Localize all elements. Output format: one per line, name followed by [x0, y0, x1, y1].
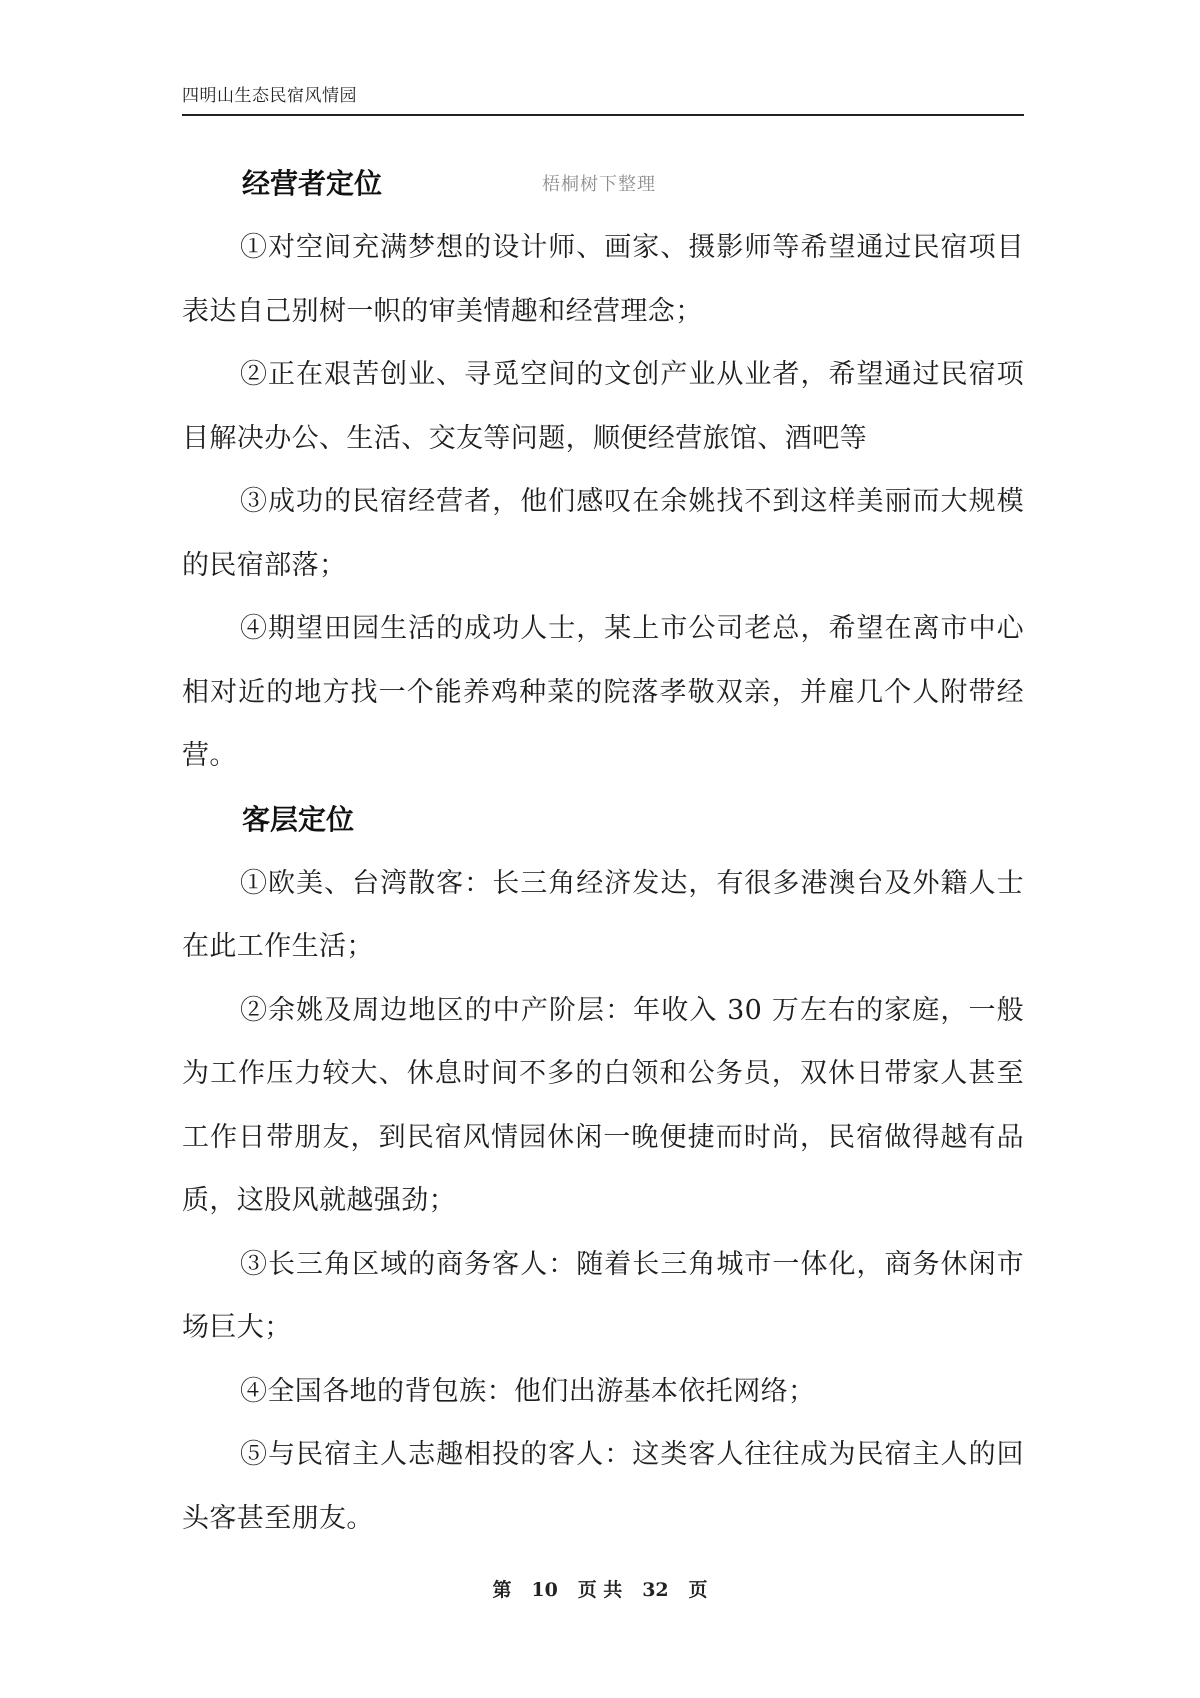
paragraph: ①欧美、台湾散客：长三角经济发达，有很多港澳台及外籍人士在此工作生活；: [182, 867, 1024, 962]
footer-prefix: 第: [492, 1579, 512, 1601]
document-body: [182, 152, 1024, 1550]
header-title: 四明山生态民宿风情园: [182, 86, 357, 106]
section-heading-operator-positioning: [182, 152, 1024, 216]
section-heading-text: 经营者定位: [242, 167, 383, 200]
current-page-number: 10: [531, 1579, 558, 1601]
page-header: [182, 84, 1024, 116]
paragraph: ④期望田园生活的成功人士，某上市公司老总，希望在离市中心相对近的地方找一个能养鸡种菜的院落孝敬双亲，并雇几个人附带经营。: [182, 613, 1024, 771]
paragraph: ④全国各地的背包族：他们出游基本依托网络；: [240, 1375, 816, 1407]
page-footer: [0, 1578, 1200, 1602]
paragraph: ⑤与民宿主人志趣相投的客人：这类客人往往成为民宿主人的回头客甚至朋友。: [182, 1439, 1024, 1534]
paragraph: ①对空间充满梦想的设计师、画家、摄影师等希望通过民宿项目表达自己别树一帜的审美情趣和经营理念；: [182, 232, 1024, 327]
paragraph: ③成功的民宿经营者，他们感叹在余姚找不到这样美丽而大规模的民宿部落；: [182, 486, 1024, 581]
footer-suffix: 页: [688, 1579, 708, 1601]
paragraph: ③长三角区域的商务客人：随着长三角城市一体化，商务休闲市场巨大；: [182, 1248, 1024, 1343]
paragraph: ②余姚及周边地区的中产阶层：年收入 30 万左右的家庭，一般为工作压力较大、休息时间不多的白领和公务员，双休日带家人甚至工作日带朋友，到民宿风情园休闲一晚便捷而时尚，民宿做得越有品质，这股风就越强劲；: [182, 994, 1024, 1216]
footer-middle: 页 共: [577, 1579, 623, 1601]
paragraph: ②正在艰苦创业、寻觅空间的文创产业从业者，希望通过民宿项目解决办公、生活、交友等问题，顺便经营旅馆、酒吧等: [182, 359, 1024, 454]
section-heading-customer-positioning: [182, 788, 1024, 852]
watermark-text: 梧桐树下整理: [542, 174, 656, 195]
section-heading-text: 客层定位: [242, 802, 355, 836]
total-pages-number: 32: [642, 1579, 669, 1601]
